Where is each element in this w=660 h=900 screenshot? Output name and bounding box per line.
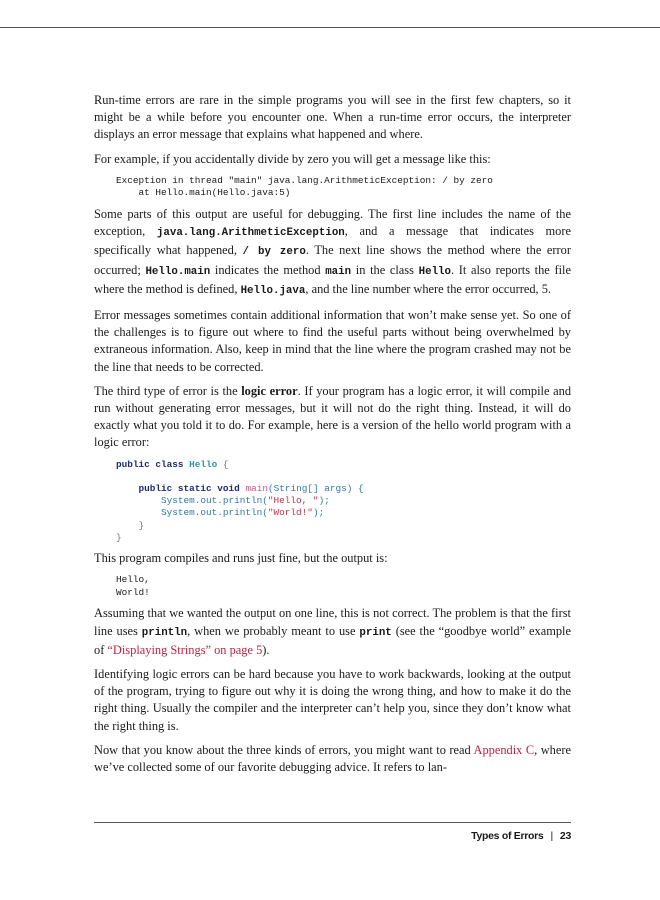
text-run: . The next line shows the method where the error occurred; [94,243,571,277]
error-output-block [116,175,571,200]
output-line-1: Hello, [116,574,150,586]
inline-code: main [325,265,352,278]
text-run: Some parts of this output are useful for debugging. The first line includes the name of the exception, [94,207,571,239]
appendix-c-link[interactable]: Appendix C [473,742,535,757]
inline-code: / by zero [242,246,306,259]
code-method-name: main [245,483,268,495]
error-line-2: at Hello.main(Hello.java:5) [116,187,291,199]
text-run: indicates the method [210,262,326,277]
inline-code: Hello.java [240,284,306,297]
code-string: "World!" [267,507,313,519]
text-run: (see the “goodbye world” example of [94,623,571,657]
error-line-1: Exception in thread "main" java.lang.ArithmeticException: / by zero [116,174,493,186]
text-run: , where we’ve collected some of our favorite debugging advice. It refers to lan- [94,742,571,774]
code-line [116,532,571,544]
code-call-end: ); [318,495,330,507]
code-brace: } [138,519,145,531]
text-run: . If your program has a logic error, it will compile and run without generating error messages, but it will not do the right thing. Instead, it will do exactly what you told it to do. For example, here is a version of the hello world program with a logic error: [94,383,572,450]
code-brace: { [217,458,229,470]
paragraph-text: This program compiles and runs just fine, but the output is: [94,550,388,565]
code-line [116,520,571,532]
paragraph-appendix [94,742,571,776]
paragraph-logic-error [94,383,571,452]
program-output-block [116,574,571,599]
displaying-strings-link[interactable]: “Displaying Strings” on page 5 [107,642,263,657]
code-class-name: Hello [189,458,218,470]
inline-code: Hello [418,265,452,278]
paragraph-text: Identifying logic errors can be hard because you have to work backwards, looking at the output of the program, trying to figure out why it is doing the wrong thing, and how to make it do the right thing. Usually the compiler and the interpreter can’t help you, since they don’t know what the right thing is. [94,666,571,733]
code-line [116,507,571,519]
code-line-blank [116,471,571,483]
paragraph-divide-example [94,151,571,168]
inline-code: println [141,626,188,639]
footer-rule [94,822,571,823]
code-call: .println( [217,495,268,507]
code-line [116,483,571,495]
paragraph-program-output-intro [94,550,571,567]
code-brace: } [116,531,122,543]
code-line [116,459,571,471]
code-params: (String[] args) { [267,483,364,495]
paragraph-identifying-logic-errors [94,666,571,735]
code-call-end: ); [312,507,325,519]
text-run: The third type of error is the [94,383,242,398]
paragraph-error-messages [94,307,571,376]
text-run: in the class [351,262,419,277]
paragraph-text: For example, if you accidentally divide by zero you will get a message like this: [94,151,491,166]
text-run: , when we probably meant to use [187,623,360,638]
inline-code: java.lang.ArithmeticException [156,227,345,240]
code-keyword: public static void [138,483,240,495]
paragraph-runtime-errors [94,92,571,144]
paragraph-text: Run-time errors are rare in the simple programs you will see in the first few chapters, so it might be a while before you encounter one. When a run-time error occurs, the interpreter displays an error message that explains what happened and where. [94,93,571,142]
paragraph-output-explanation [94,206,571,300]
page-body [94,92,571,783]
text-run: Now that you know about the three kinds of errors, you might want to read [94,742,474,757]
text-run: . It also reports the file where the method is defined, [94,262,571,296]
code-listing [116,459,571,544]
text-run: ). [262,642,270,657]
term-logic-error: logic error [241,383,298,398]
text-run: Assuming that we wanted the output on one line, this is not correct. The problem is that the first line uses [94,606,571,638]
paragraph-println-problem [94,605,571,659]
code-line [116,495,571,507]
code-call: .println( [217,507,268,519]
inline-code: print [359,626,392,639]
paragraph-text: Error messages sometimes contain additional information that won’t make sense yet. So one of the challenges is to figure out where to find the useful parts without being overwhelmed by extraneous information. Also, keep in mind that the line where the program crashed may not be the line that needs to be corrected. [94,308,571,374]
text-run: , and the line number where the error occurred, 5. [305,281,552,296]
page-number: 23 [559,830,571,842]
footer-section-title: Types of Errors [471,830,544,842]
inline-code: Hello.main [145,265,211,278]
output-line-2: World! [116,586,150,598]
top-rule [0,27,660,28]
footer-separator: | [550,830,553,842]
code-keyword: public class [116,458,184,470]
code-string: "Hello, " [267,495,319,507]
page-footer [471,830,571,842]
text-run: , and a message that indicates more specifically what happened, [94,224,571,258]
code-object: System.out [161,495,218,507]
code-object: System.out [161,507,218,519]
